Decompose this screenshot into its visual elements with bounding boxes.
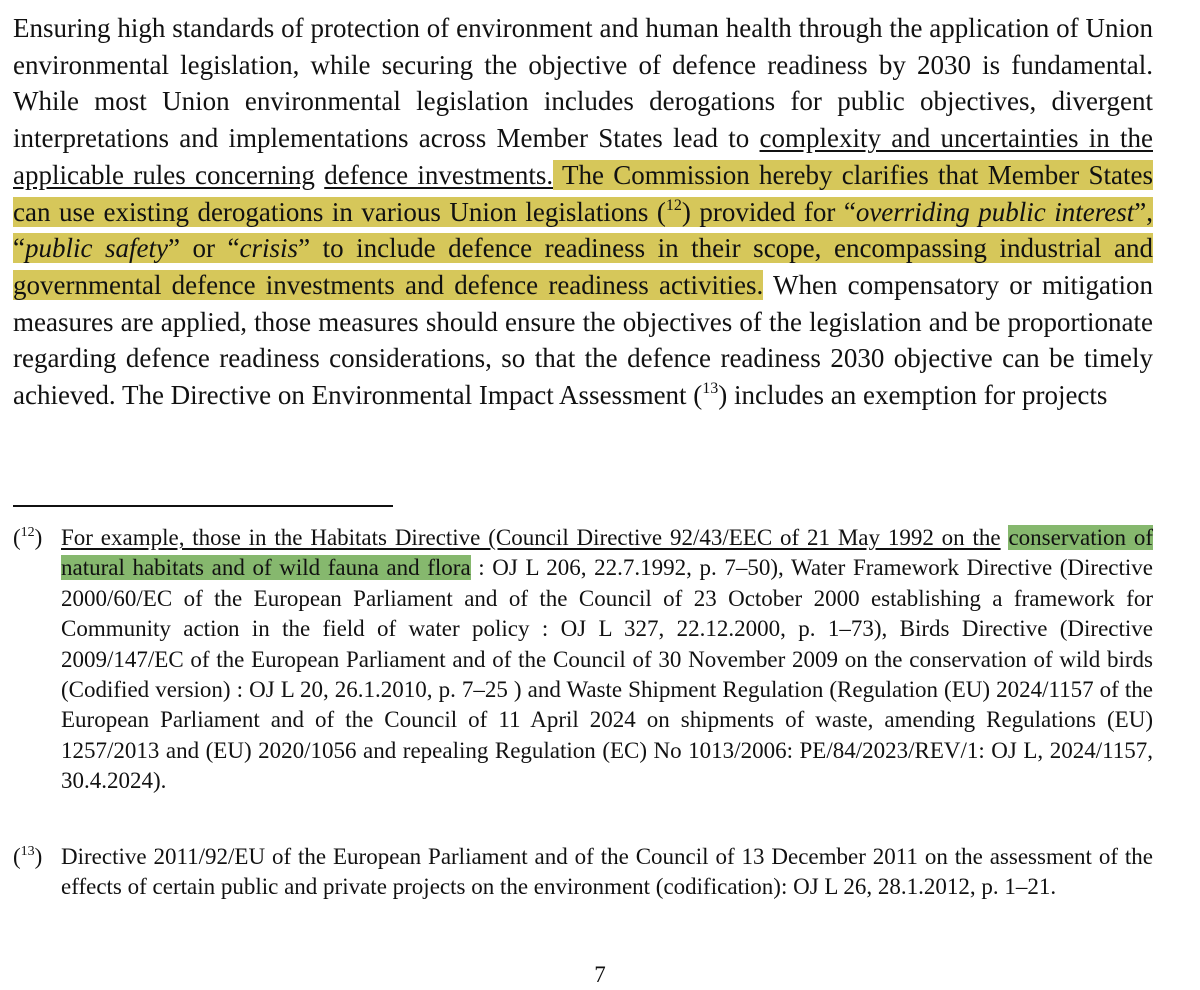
term-overriding-public-interest: overriding public interest [855, 196, 1135, 227]
term-public-safety: public safety [24, 233, 168, 264]
footnote-12-text [61, 523, 1153, 797]
highlight-text-5: ” to include defence readiness in their scope, encompassing industrial and governmental defence investments and defence readiness activities. [13, 233, 1153, 300]
paragraph-intro: Ensuring high standards of protection of environment and human health through the application of Union environmental legislation, while securing the objective of defence readiness by 2030 is fundamental. While most Union environmental legislation includes derogations for public objectives, divergent interpretations and implementations across Member States lead to [13, 13, 1153, 154]
underlined-phrase-defence-investments: defence investments. [324, 159, 554, 190]
footnote-13 [13, 842, 1153, 903]
footnote-ref-13[interactable]: 13 [702, 380, 719, 398]
footnote-12-marker: ($^{12}$) [13, 525, 43, 550]
highlight-text-2: ) provided for “ [681, 196, 856, 227]
footnote-12-rest: : OJ L 206, 22.7.1992, p. 7–50), Water Framework Directive (Directive 2000/60/EC of the European Parliament and of the Council of 23 October 2000 establishing a framework for Community action in the field of water policy : OJ L 327, 22.12.2000, p. 1–73), Birds Directive (Directive 2009/147/EC of the European Parliament and of the Council of 30 November 2009 on the conservation of wild birds (Codified version) : OJ L 20, 26.1.2010, p. 7–25 ) and Waste Shipment Regulation (Regulation (EU) 2024/1157 of the European Parliament and of the Council of 11 April 2024 on shipments of waste, amending Regulations (EU) 1257/2013 and (EU) 2020/1056 and repealing Regulation (EC) No 1013/2006: PE/84/2023/REV/1: OJ L, 2024/1157, 30.4.2024). [61, 555, 1153, 794]
highlight-text-1: The Commission hereby clarifies that Member States can use existing derogations in various Union legislations ( [13, 159, 1154, 227]
footnote-12-underlined: For example, those in the Habitats Directive (Council Directive 92/43/EEC of 21 May 1992 on the [61, 525, 1001, 550]
main-paragraph [13, 10, 1153, 414]
highlight-text-4: ” or “ [168, 233, 240, 264]
footnote-12 [13, 523, 1153, 797]
footnote-ref-12[interactable]: 12 [665, 196, 682, 214]
footnote-12-highlighted: conservation of natural habitats and of wild fauna and flora [61, 525, 1153, 581]
footnote-13-text: Directive 2011/92/EU of the European Parliament and of the Council of 13 December 2011 on the assessment of the effects of certain public and private projects on the environment (codification): OJ L 26, 28.1.2012, p. 1–21. [61, 844, 1153, 900]
paragraph-continuation: When compensatory or mitigation measures are applied, those measures should ensure the objectives of the legislation and be proportionate regarding defence readiness considerations, so that the defence readiness 2030 objective can be timely achieved. The Directive on Environmental Impact Assessment ( [13, 269, 1154, 411]
term-crisis: crisis [239, 233, 299, 264]
page-number: 7 [594, 962, 606, 987]
footnote-separator [13, 505, 393, 507]
paragraph-end: ) includes an exemption for projects [718, 380, 1108, 411]
highlight-text-3: ”, “ [13, 196, 1153, 264]
underlined-phrase-complexity: complexity and uncertainties in the applicable rules concerning [13, 123, 1153, 190]
footnote-13-marker: ($^{13}$) [13, 844, 43, 869]
